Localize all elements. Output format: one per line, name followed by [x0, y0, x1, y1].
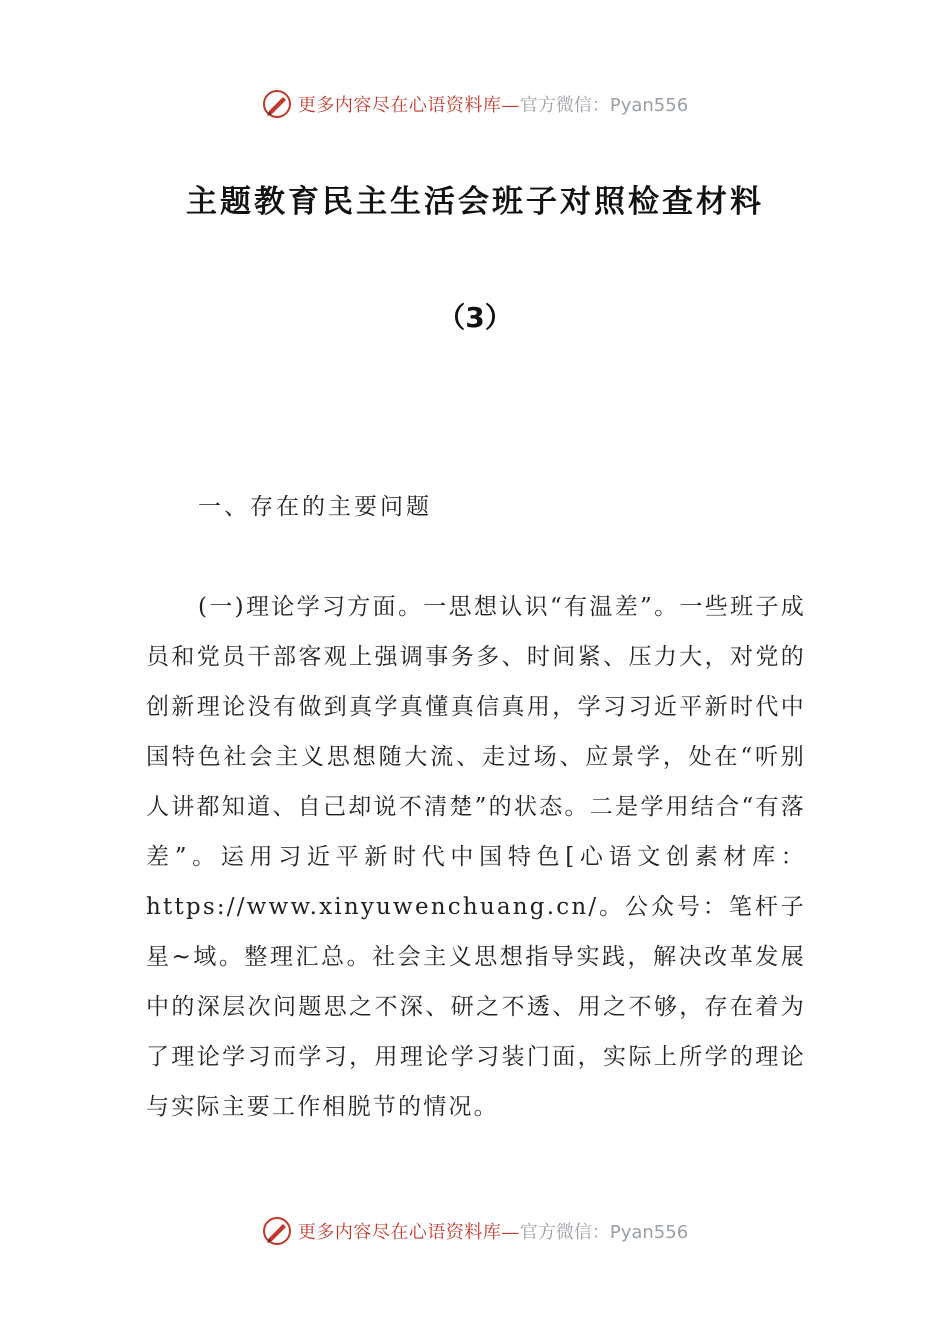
- body-paragraph: (一)理论学习方面。一思想认识“有温差”。一些班子成员和党员干部客观上强调事务多、时间紧、压力大，对党的创新理论没有做到真学真懂真信真用，学习习近平新时代中国特色社会主义思想随大流、走过场、应景学，处在“听别人讲都知道、自己却说不清楚”的状态。二是学用结合“有落差”。运用习近平新时代中国特色[心语文创素材库：https://www.xinyuwenchuang.cn/。公众号：笔杆子星~域。整理汇总。社会主义思想指导实践，解决改革发展中的深层次问题思之不深、研之不透、用之不够，存在着为了理论学习而学习，用理论学习装门面，实际上所学的理论与实际主要工作相脱节的情况。: [146, 594, 806, 1120]
- document-subtitle: （3）: [437, 301, 513, 334]
- banner-brand-text: 更多内容尽在心语资料库—: [297, 1222, 520, 1243]
- pen-logo-icon: [262, 1216, 292, 1246]
- header-watermark-banner: [0, 84, 950, 124]
- pen-logo-icon: [262, 89, 292, 119]
- banner-contact-text: 官方微信：Pyan556: [519, 1222, 689, 1243]
- footer-watermark-banner: [0, 1211, 950, 1251]
- section-heading: 一、存在的主要问题: [198, 494, 432, 520]
- banner-contact-text: 官方微信：Pyan556: [519, 95, 689, 116]
- banner-brand-text: 更多内容尽在心语资料库—: [297, 95, 520, 116]
- document-title: 主题教育民主生活会班子对照检查材料: [186, 184, 764, 220]
